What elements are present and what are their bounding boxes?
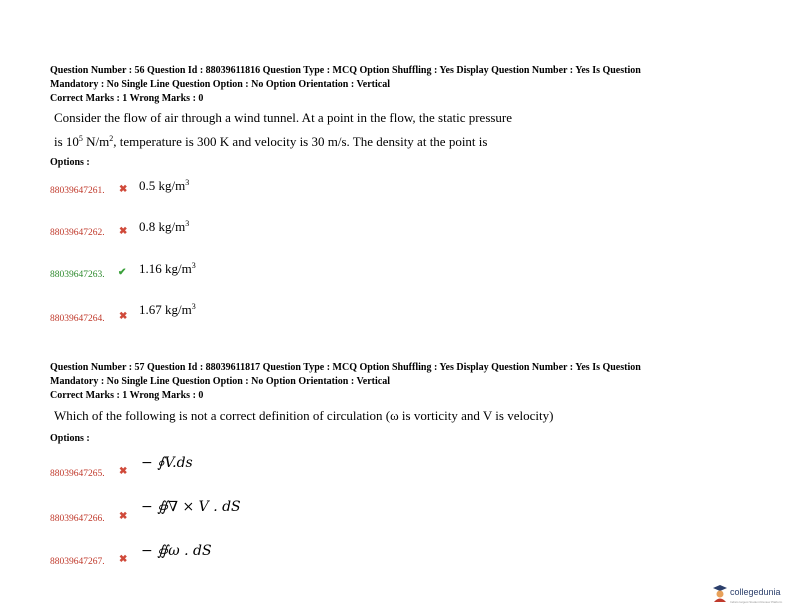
collegedunia-logo <box>712 582 782 604</box>
q57-option-3[interactable]: − ∯ω . dS <box>141 543 212 559</box>
q57-option-1-id: 88039647265. <box>50 469 105 479</box>
q56-marks: Correct Marks : 1 Wrong Marks : 0 <box>50 93 204 104</box>
q57-meta-line2: Mandatory : No Single Line Question Option : No Option Orientation : Vertical <box>50 376 391 387</box>
q57-options-label: Options : <box>50 433 90 444</box>
q56-stem <box>54 106 744 154</box>
q56-option-2-id: 88039647262. <box>50 228 105 238</box>
q56-option-4-id: 88039647264. <box>50 314 105 324</box>
cross-icon: ✖ <box>119 466 128 477</box>
q56-option-1-id: 88039647261. <box>50 186 105 196</box>
q57-option-3-id: 88039647267. <box>50 557 105 567</box>
q56-options-label: Options : <box>50 157 90 168</box>
cross-icon: ✖ <box>119 511 128 522</box>
q56-meta-line1: Question Number : 56 Question Id : 88039611816 Question Type : MCQ Option Shuffling : Yes Display Question Number : Yes Is Question <box>50 65 641 76</box>
q57-meta-line1: Question Number : 57 Question Id : 88039611817 Question Type : MCQ Option Shuffling : Yes Display Question Number : Yes Is Question <box>50 362 641 373</box>
q57-stem <box>54 404 744 428</box>
q56-option-2[interactable]: 0.8 $kg/m^3$ <box>139 219 190 234</box>
cross-icon: ✖ <box>119 226 128 237</box>
q56-stem-line2: is $10^5$ $N/m^2$, temperature is 300 K and velocity is 30 m/s. The density at the point is <box>54 134 488 149</box>
q56-meta <box>50 64 740 106</box>
q56-option-4[interactable]: 1.67 $kg/m^3$ <box>139 302 196 317</box>
cross-icon: ✖ <box>119 311 128 322</box>
graduate-icon <box>712 584 728 602</box>
q57-marks: Correct Marks : 1 Wrong Marks : 0 <box>50 390 204 401</box>
q57-meta <box>50 361 740 403</box>
q57-stem-text: Which of the following is not a correct definition of circulation (ω is vorticity and V is velocity) <box>54 408 554 423</box>
cross-icon: ✖ <box>119 184 128 195</box>
q56-meta-line2: Mandatory : No Single Line Question Option : No Option Orientation : Vertical <box>50 79 391 90</box>
check-icon: ✔ <box>118 267 127 278</box>
cross-icon: ✖ <box>119 554 128 565</box>
logo-tagline: India's largest Student Review Platform <box>730 600 783 604</box>
q56-option-3[interactable]: 1.16 $kg/m^3$ <box>139 261 196 276</box>
q56-stem-line1: Consider the flow of air through a wind tunnel. At a point in the flow, the static pressure <box>54 110 513 125</box>
q57-option-1[interactable]: − ∮V.ds <box>141 455 193 471</box>
q56-option-1[interactable]: 0.5 $kg/m^3$ <box>139 178 190 193</box>
q57-option-2[interactable]: − ∯∇ × V . dS <box>141 499 241 515</box>
q57-option-2-id: 88039647266. <box>50 514 105 524</box>
q56-option-3-id: 88039647263. <box>50 270 105 280</box>
logo-name: collegedunia <box>730 587 781 597</box>
